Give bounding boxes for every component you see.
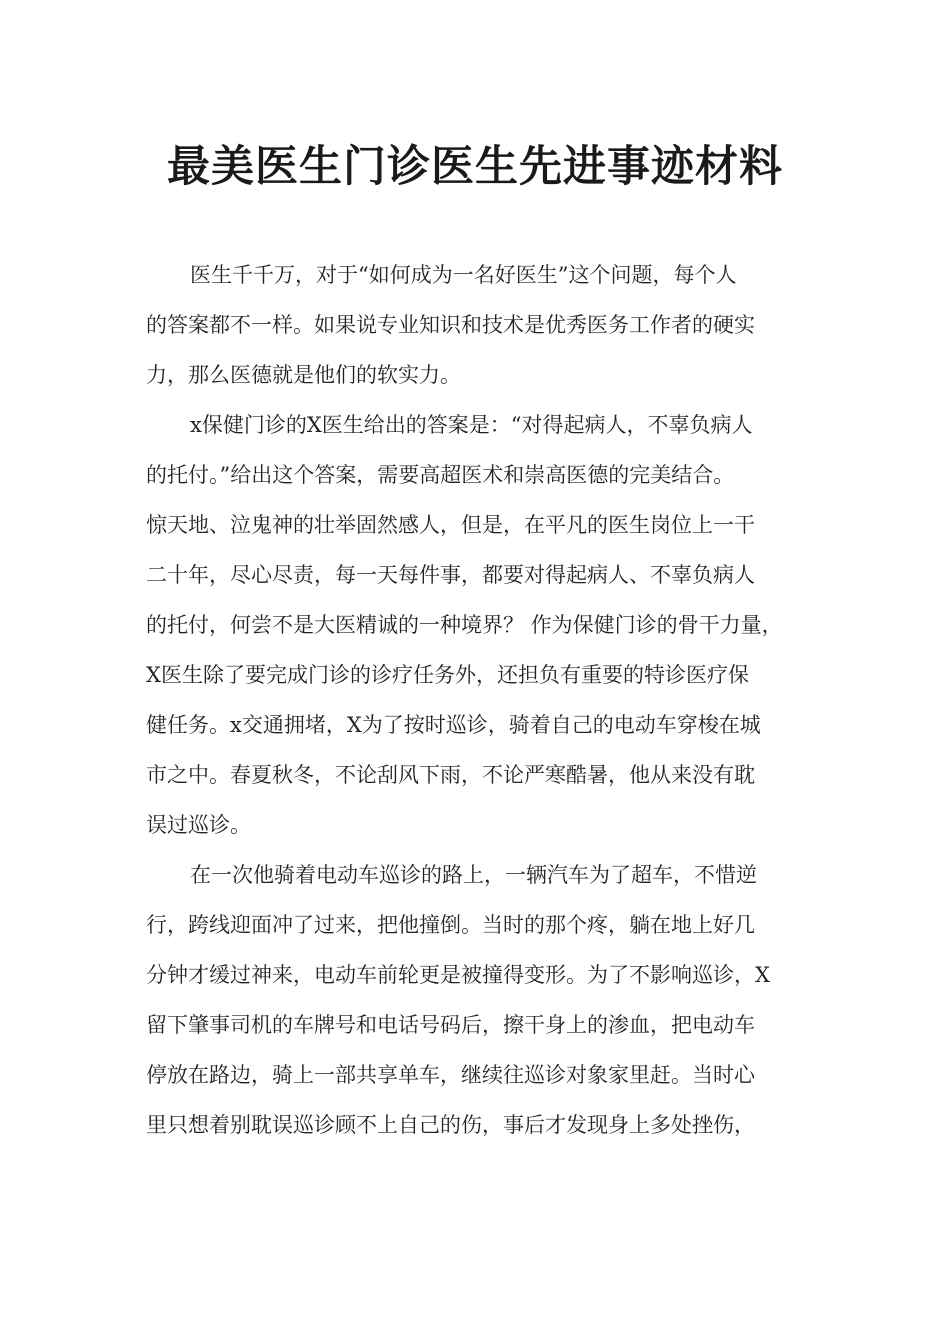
paragraph-line: 二十年，尽心尽责，每一天每件事，都要对得起病人、不辜负病人	[146, 563, 755, 587]
paragraph-line: 误过巡诊。	[146, 813, 251, 837]
paragraph-line: 健任务。x交通拥堵，X为了按时巡诊，骑着自己的电动车穿梭在城	[146, 713, 761, 737]
paragraph-line: 惊天地、泣鬼神的壮举固然感人，但是，在平凡的医生岗位上一干	[146, 513, 755, 537]
paragraph-line: X医生除了要完成门诊的诊疗任务外，还担负有重要的特诊医疗保	[146, 663, 749, 687]
document-title: 最美医生门诊医生先进事迹材料	[167, 142, 783, 192]
paragraph-line: 的托付，何尝不是大医精诚的一种境界？ 作为保健门诊的骨干力量，	[146, 613, 783, 637]
paragraph-line: 停放在路边，骑上一部共享单车，继续往巡诊对象家里赶。当时心	[146, 1063, 755, 1087]
paragraph-line: 行，跨线迎面冲了过来，把他撞倒。当时的那个疼，躺在地上好几	[146, 913, 755, 937]
paragraph-line: 的托付。”给出这个答案，需要高超医术和崇高医德的完美结合。	[146, 463, 735, 487]
paragraph-line: 力，那么医德就是他们的软实力。	[146, 363, 461, 387]
paragraph-line: x保健门诊的X医生给出的答案是：“对得起病人，不辜负病人	[190, 413, 753, 437]
paragraph-line: 在一次他骑着电动车巡诊的路上，一辆汽车为了超车，不惜逆	[190, 863, 757, 887]
paragraph-line: 留下肇事司机的车牌号和电话号码后，擦干身上的渗血，把电动车	[146, 1013, 755, 1037]
paragraph-line: 里只想着别耽误巡诊顾不上自己的伤，事后才发现身上多处挫伤，	[146, 1113, 755, 1137]
document-body	[146, 250, 818, 1150]
paragraph-line: 医生千千万，对于“如何成为一名好医生”这个问题，每个人	[190, 263, 737, 287]
paragraph-line: 的答案都不一样。如果说专业知识和技术是优秀医务工作者的硬实	[146, 313, 755, 337]
paragraph-line: 分钟才缓过神来，电动车前轮更是被撞得变形。为了不影响巡诊，X	[146, 963, 770, 987]
paragraph-line: 市之中。春夏秋冬，不论刮风下雨，不论严寒酷暑，他从来没有耽	[146, 763, 755, 787]
